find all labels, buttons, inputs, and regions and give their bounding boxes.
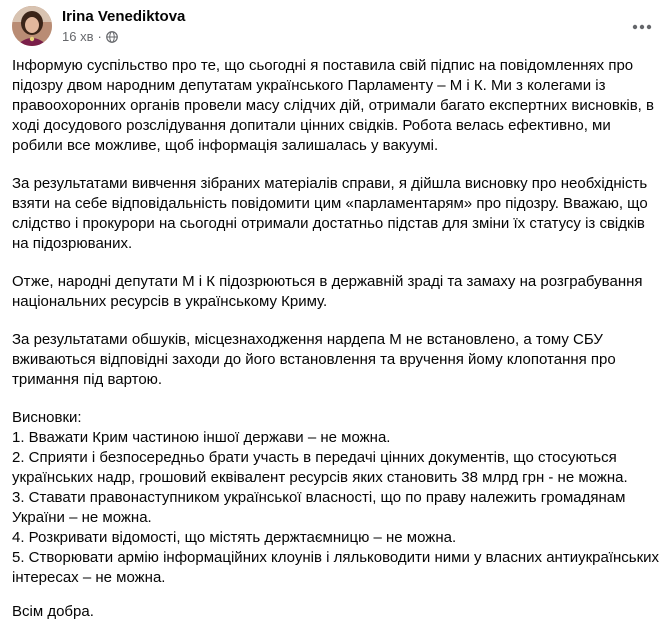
more-options-button[interactable] <box>624 8 660 44</box>
globe-icon[interactable] <box>106 31 118 43</box>
post-paragraph-1: Інформую суспільство про те, що сьогодні я поставила свій підпис на повідомленнях про підозру двом народним депутатам українського Парламенту – М і К. Ми з колегами із правоохоронних органів провели масу слідчих дій, отримали багато експертних висновків, в ході досудового розслідування допитали цінних свідків. Робота велась ефективно, ми робили все можливе, щоб інформація залишалась у вакуумі. <box>12 57 654 154</box>
post-header <box>12 6 660 46</box>
avatar-image <box>12 6 52 46</box>
post-paragraph-4: За результатами обшуків, місцезнаходження нардепа М не встановлено, а тому СБУ вживаються відповідні заходи до його встановлення та вручення йому клопотання про тримання під вартою. <box>12 331 616 388</box>
meta-separator: · <box>97 29 102 44</box>
post-paragraph-conclusions: Висновки: 1. Вважати Крим частиною іншої держави – не можна. 2. Сприяти і безпосередньо брати участь в передачі цінних документів, що стосуються українських надр, грошовий еквівалент ресурсів яких становить 38 млрд грн - не можна. 3. Ставати правонаступником української власності, що по праву належить громадянам України – не можна. 4. Розкривати відомості, що містять держтаємницю – не можна. 5. Створювати армію інформаційних клоунів і ляльководити ними у власних антиукраїнських інтересах – не можна. <box>12 409 660 586</box>
post-paragraph-3: Отже, народні депутати М і К підозрюються в державній зраді та замаху на розграбування національних ресурсів в українському Криму. <box>12 273 643 310</box>
author-name[interactable]: Irina Venediktova <box>62 8 186 25</box>
post-timestamp[interactable]: 16 хв <box>62 29 94 44</box>
author-block <box>62 8 185 45</box>
post-paragraph-closing: Всім добра. <box>12 603 94 620</box>
post-paragraph-2: За результатами вивчення зібраних матеріалів справи, я дійшла висновку про необхідність взяти на себе відповідальність повідомити цим «парламентарям» про підозру. Вважаю, що слідство і прокурори на сьогодні отримали достатньо підстав для зміни їх статусу із свідків на підозрюваних. <box>12 175 648 252</box>
post-meta <box>62 29 185 45</box>
avatar[interactable] <box>12 6 52 46</box>
more-horizontal-icon <box>632 17 652 35</box>
post-content <box>12 56 660 640</box>
